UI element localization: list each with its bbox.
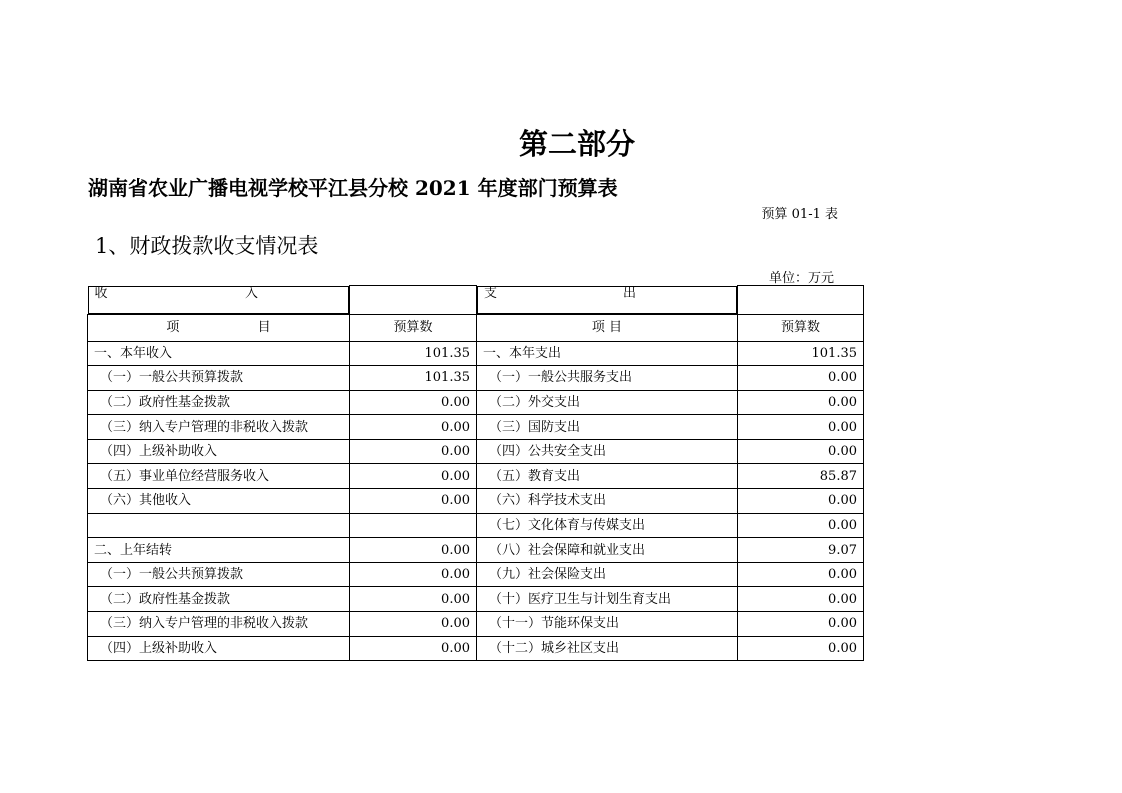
expense-header-char-1: 支 [484,285,498,301]
table-row [88,513,864,538]
expense-item-cell: （七）文化体育与传媒支出 [477,513,738,538]
income-item-cell: （四）上级补助收入 [88,439,350,464]
income-value-cell: 0.00 [350,636,477,661]
expense-item-cell: （六）科学技术支出 [477,489,738,514]
table-row [88,636,864,661]
income-value-cell: 0.00 [350,612,477,637]
part-title: 第二部分 [518,127,635,161]
income-header-blank [350,286,477,315]
table-row [88,562,864,587]
table-header-row-1 [88,286,864,315]
expense-item-cell: （十一）节能环保支出 [477,612,738,637]
income-budget-header: 预算数 [350,314,477,341]
expense-value-cell: 0.00 [738,587,864,612]
income-item-cell: 二、上年结转 [88,538,350,563]
income-value-cell: 0.00 [350,489,477,514]
income-item-cell: 一、本年收入 [88,341,350,366]
income-value-cell: 101.35 [350,341,477,366]
expense-value-cell: 0.00 [738,439,864,464]
expense-item-cell: （四）公共安全支出 [477,439,738,464]
income-header [88,286,350,314]
table-row [88,489,864,514]
expense-value-cell: 0.00 [738,390,864,415]
expense-value-cell: 0.00 [738,562,864,587]
income-value-cell: 0.00 [350,538,477,563]
expense-item-cell: （一）一般公共服务支出 [477,366,738,391]
expense-value-cell: 0.00 [738,415,864,440]
income-item-cell: （三）纳入专户管理的非税收入拨款 [88,612,350,637]
unit-label: 单位：万元 [768,271,834,286]
income-value-cell: 0.00 [350,415,477,440]
expense-header-blank [738,286,864,315]
table-row [88,390,864,415]
table-row [88,587,864,612]
income-item-cell: （一）一般公共预算拨款 [88,366,350,391]
income-value-cell: 101.35 [350,366,477,391]
income-item-cell [88,513,350,538]
expense-item-cell: （九）社会保险支出 [477,562,738,587]
table-row [88,464,864,489]
expense-value-cell: 85.87 [738,464,864,489]
expense-item-cell: 一、本年支出 [477,341,738,366]
form-code: 预算 01-1 表 [761,207,838,222]
table-row [88,538,864,563]
income-value-cell: 0.00 [350,390,477,415]
document-title: 湖南省农业广播电视学校平江县分校 2021 年度部门预算表 [88,176,618,200]
income-item-cell: （二）政府性基金拨款 [88,587,350,612]
expense-item-cell: （二）外交支出 [477,390,738,415]
expense-item-header: 项 目 [477,314,738,341]
expense-value-cell: 0.00 [738,612,864,637]
expense-item-cell: （五）教育支出 [477,464,738,489]
item-header-char-1: 项 [166,320,180,335]
income-value-cell [350,513,477,538]
expense-value-cell: 0.00 [738,366,864,391]
expense-value-cell: 101.35 [738,341,864,366]
income-item-cell: （三）纳入专户管理的非税收入拨款 [88,415,350,440]
table-row [88,415,864,440]
table-header-row-2 [88,314,864,341]
expense-item-cell: （十二）城乡社区支出 [477,636,738,661]
income-item-cell: （五）事业单位经营服务收入 [88,464,350,489]
expense-header [477,286,737,314]
section-title: 1、财政拨款收支情况表 [95,234,319,258]
expense-value-cell: 0.00 [738,513,864,538]
table-row [88,341,864,366]
table-row [88,366,864,391]
expense-header-char-2: 出 [622,285,636,301]
expense-item-cell: （十）医疗卫生与计划生育支出 [477,587,738,612]
income-value-cell: 0.00 [350,464,477,489]
income-item-cell: （六）其他收入 [88,489,350,514]
income-value-cell: 0.00 [350,439,477,464]
expense-budget-header: 预算数 [738,314,864,341]
expense-item-cell: （三）国防支出 [477,415,738,440]
income-header-char-2: 入 [244,285,258,301]
expense-item-cell: （八）社会保障和就业支出 [477,538,738,563]
expense-value-cell: 0.00 [738,489,864,514]
income-item-header [88,314,350,341]
income-item-cell: （二）政府性基金拨款 [88,390,350,415]
income-item-cell: （一）一般公共预算拨款 [88,562,350,587]
expense-value-cell: 0.00 [738,636,864,661]
income-value-cell: 0.00 [350,587,477,612]
budget-table [87,285,864,661]
income-value-cell: 0.00 [350,562,477,587]
income-item-cell: （四）上级补助收入 [88,636,350,661]
table-row [88,439,864,464]
expense-value-cell: 9.07 [738,538,864,563]
item-header-char-2: 目 [257,320,271,335]
table-row [88,612,864,637]
income-header-char-1: 收 [94,285,108,301]
